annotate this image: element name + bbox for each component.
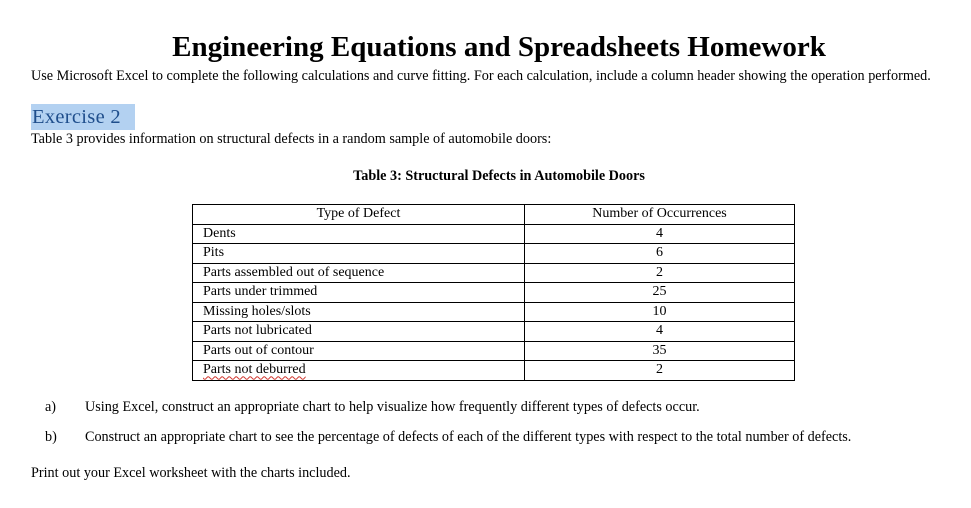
defect-type-cell: Dents	[193, 224, 525, 244]
table-row	[193, 341, 795, 361]
table-row	[193, 302, 795, 322]
defect-type-cell: Parts assembled out of sequence	[193, 263, 525, 283]
table-row	[193, 244, 795, 264]
column-header-type: Type of Defect	[193, 205, 525, 225]
print-note: Print out your Excel worksheet with the charts included.	[31, 465, 351, 481]
occurrence-count-cell: 4	[525, 224, 795, 244]
question-a	[45, 398, 700, 417]
defect-type-cell: Pits	[193, 244, 525, 264]
question-text: Construct an appropriate chart to see the percentage of defects of each of the different types with respect to the total number of defects.	[85, 429, 852, 445]
defect-type-cell: Parts not lubricated	[193, 322, 525, 342]
spellcheck-flagged-text[interactable]: Parts not deburred	[203, 362, 306, 378]
table-row	[193, 361, 795, 381]
table-row	[193, 263, 795, 283]
defect-type-cell: Parts out of contour	[193, 341, 525, 361]
question-text: Using Excel, construct an appropriate chart to help visualize how frequently different types of defects occur.	[85, 399, 700, 415]
defect-type-cell: Parts under trimmed	[193, 283, 525, 303]
question-marker: b)	[45, 429, 57, 445]
table-header-row	[193, 205, 795, 225]
exercise-heading[interactable]: Exercise 2	[31, 104, 135, 130]
occurrence-count-cell: 10	[525, 302, 795, 322]
defect-type-cell	[193, 361, 525, 381]
document-title: Engineering Equations and Spreadsheets Homework	[172, 31, 826, 63]
question-b	[45, 428, 851, 447]
defects-table	[192, 204, 795, 381]
table-intro-paragraph: Table 3 provides information on structural defects in a random sample of automobile doors:	[31, 131, 552, 147]
occurrence-count-cell: 2	[525, 263, 795, 283]
occurrence-count-cell: 4	[525, 322, 795, 342]
intro-paragraph: Use Microsoft Excel to complete the following calculations and curve fitting. For each calculation, include a column header showing the operation performed.	[31, 68, 931, 84]
occurrence-count-cell: 25	[525, 283, 795, 303]
occurrence-count-cell: 6	[525, 244, 795, 264]
table-row	[193, 283, 795, 303]
table-row	[193, 224, 795, 244]
table-row	[193, 322, 795, 342]
occurrence-count-cell: 35	[525, 341, 795, 361]
question-marker: a)	[45, 399, 57, 415]
column-header-count: Number of Occurrences	[525, 205, 795, 225]
occurrence-count-cell: 2	[525, 361, 795, 381]
defect-type-cell: Missing holes/slots	[193, 302, 525, 322]
table-caption: Table 3: Structural Defects in Automobile Doors	[353, 168, 645, 184]
